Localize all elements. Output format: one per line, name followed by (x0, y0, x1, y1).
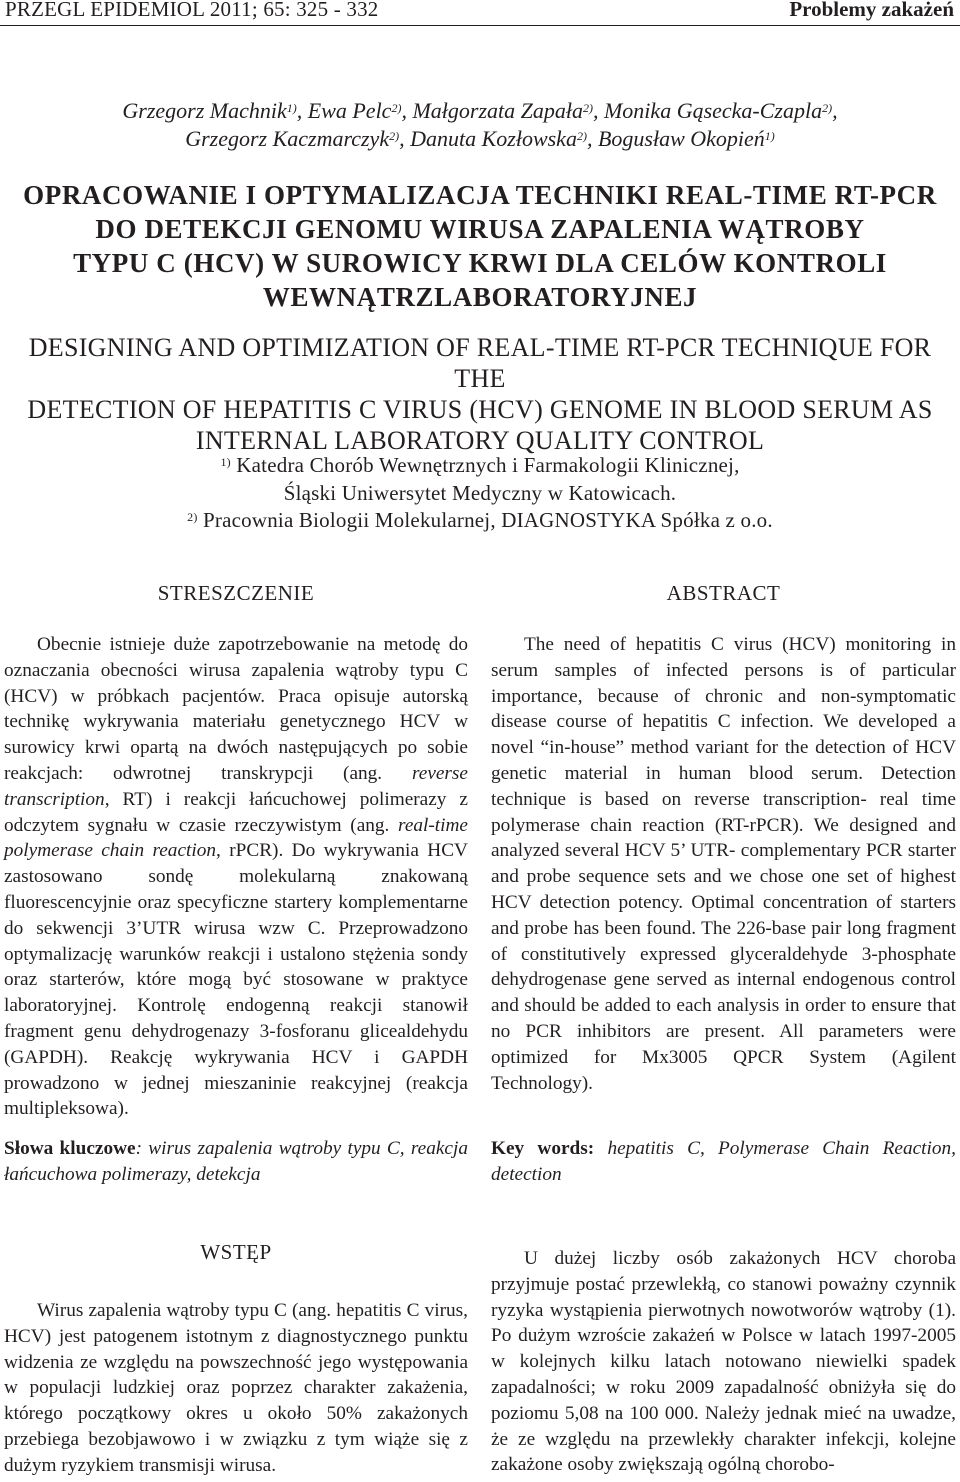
abstract-text: Obecnie istnieje duże zapotrzebowanie na metodę do oznaczania obecności wirusa zapalenia wątroby typu C (HCV) w próbkach pacjentów. Praca opisuje autorską technikę wykrywania materiału genetycznego HCV w surowicy krwi opartą na dwóch następujących po sobie reakcjach: odwrotnej transkrypcji (ang. (4, 634, 468, 784)
title-polish (0, 178, 960, 314)
affiliation-1-cont: Śląski Uniwersytet Medyczny w Katowicach. (283, 480, 677, 505)
affiliation-text: Katedra Chorób Wewnętrznych i Farmakologii Klinicznej, (236, 453, 740, 477)
intro-paragraph: Wirus zapalenia wątroby typu C (ang. hepatitis C virus, HCV) jest patogenem istotnym z diagnostycznego punktu widzenia ze względu na powszechność jego występowania w populacji ludzkiej oraz poprzez charakter zakażenia, którego początkowy okres u około 50% zakażonych przebiega bezobjawowo i w związku z tym wiąże się z dużym ryzykiem transmisji wirusa. (4, 1300, 468, 1476)
keywords-text: : wirus zapalenia wątroby typu C, reakcja łańcuchowa polimerazy, detekcja (4, 1138, 468, 1185)
affiliation-ref: 2) (391, 101, 402, 115)
keywords-label: Słowa kluczowe (4, 1138, 136, 1159)
header-rule (0, 25, 960, 26)
author-separator: , (832, 98, 838, 123)
affiliation-ref: 1) (286, 101, 297, 115)
title-line: DETECTION OF HEPATITIS C VIRUS (HCV) GENOME IN BLOOD SERUM AS (27, 395, 933, 424)
affiliation-ref: 2) (576, 129, 587, 143)
author-name: , Małgorzata Zapała (401, 98, 583, 123)
title-line: OPRACOWANIE I OPTYMALIZACJA TECHNIKI REAL-TIME RT-PCR (23, 180, 937, 210)
title-line: DO DETEKCJI GENOMU WIRUSA ZAPALENIA WĄTROBY (95, 214, 865, 244)
author-name: Grzegorz Machnik (122, 98, 287, 123)
streszczenie-paragraph (4, 632, 468, 1122)
author-name: Grzegorz Kaczmarczyk (185, 126, 390, 151)
abstract-heading: ABSTRACT (666, 581, 781, 605)
title-line: WEWNĄTRZLABORATORYJNEJ (262, 282, 698, 312)
title-line: INTERNAL LABORATORY QUALITY CONTROL (195, 426, 765, 455)
author-name: , Danuta Kozłowska (399, 126, 577, 151)
affiliation-ref: 2) (582, 101, 593, 115)
author-line-2 (0, 125, 960, 153)
affiliation-number: 2) (187, 510, 198, 524)
streszczenie-body (4, 632, 468, 1122)
keywords-pl (4, 1136, 468, 1188)
keywords-en (491, 1136, 956, 1188)
affiliation-number: 1) (220, 455, 231, 469)
streszczenie-heading: STRESZCZENIE (157, 581, 315, 605)
affiliation-1 (0, 452, 960, 480)
keywords-label: Key words: (491, 1138, 595, 1159)
keywords-text: hepatitis C, Polymerase Chain Reaction, detection (491, 1138, 956, 1185)
author-name: , Bogusław Okopień (586, 126, 765, 151)
section-label: Problemy zakażeń (789, 0, 954, 21)
abstract-body (491, 632, 956, 1096)
affiliation-text: Pracownia Biologii Molekularnej, DIAGNOSTYKA Spółka z o.o. (203, 508, 773, 532)
intro-continuation-paragraph: U dużej liczby osób zakażonych HCV choroba przyjmuje postać przewlekłą, co stanowi poważny czynnik ryzyka wystąpienia pierwotnych nowotworów wątroby (1). Po dużym wzroście zakażeń w Polsce w latach 1997-2005 w kolejnych kilku latach notowano niewielki spadek zapadalności; w roku 2009 zapadalność obniżyła się do poziomu 5,08 na 100 000. Należy jednak mieć na uwadze, że ze względu na przewlekły charakter infekcji, kolejne zakażone osoby zwiększają ogólną chorobo- (491, 1248, 956, 1476)
title-line: TYPU C (HCV) W SUROWICY KRWI DLA CELÓW KONTROLI (73, 248, 887, 278)
affiliation-ref: 2) (822, 101, 833, 115)
abstract-paragraph: The need of hepatitis C virus (HCV) monitoring in serum samples of infected persons is of particular importance, because of chronic and non-symptomatic disease course of hepatitis C infection. We developed a novel “in-house” method variant for the detection of HCV genetic material in human blood serum. Detection technique is based on reverse transcription- real time polymerase chain reaction (RT-rPCR). We designed and analyzed several HCV 5’ UTR- complementary PCR starter and probe sequence sets and we chose one set of highest HCV detection potency. Optimal concentration of starters and probe has been found. The 226-base pair long fragment of constitutively expressed glyceraldehyde 3-phosphate dehydrogenase gene served as internal endogenous control and should be added to each analysis in order to ensure that no PCR inhibitors are present. All parameters were optimized for Mx3005 QPCR System (Agilent Technology). (491, 634, 956, 1094)
journal-citation: PRZEGL EPIDEMIOL 2011; 65: 325 - 332 (5, 0, 379, 21)
author-list (0, 97, 960, 153)
intro-continuation (491, 1246, 956, 1478)
abstract-text: , rPCR). Do wykrywania HCV zastosowano sondę molekularną znakowaną fluorescencyjnie oraz specyficzne startery komplementarne do sekwencji 3’UTR wirusa wzw C. Przeprowadzono optymalizację warunków reakcji i ustalono stężenia sondy oraz starterów, które mogą być stosowane w praktyce laboratoryjnej. Kontrolę endogenną reakcji stanowił fragment genu dehydrogenazy 3-fosforanu glicealdehydu (GAPDH). Reakcję wykrywania HCV i GAPDH prowadzono w jednej mieszaninie reakcyjnej (reakcja multipleksowa). (4, 840, 468, 1120)
wstep-body (4, 1298, 468, 1479)
abstract-text: , RT) i reakcji łańcuchowej polimerazy z odczytem sygnału w czasie rzeczywistym (ang. (4, 788, 468, 836)
author-line-1 (0, 97, 960, 125)
affiliations (0, 452, 960, 535)
affiliation-ref: 2) (389, 129, 400, 143)
author-name: , Ewa Pelc (296, 98, 392, 123)
abstract-italic-term: real-time polymerase chain reaction (4, 814, 468, 862)
keywords-pl-line (4, 1136, 468, 1188)
author-name: , Monika Gąsecka-Czapla (592, 98, 823, 123)
affiliation-2 (0, 507, 960, 535)
title-english (0, 332, 960, 456)
title-line: DESIGNING AND OPTIMIZATION OF REAL-TIME RT-PCR TECHNIQUE FOR THE (28, 333, 932, 393)
affiliation-ref: 1) (764, 129, 775, 143)
keywords-en-line (491, 1136, 956, 1188)
wstep-heading: WSTĘP (200, 1240, 272, 1264)
abstract-italic-term: reverse transcription (4, 762, 468, 810)
